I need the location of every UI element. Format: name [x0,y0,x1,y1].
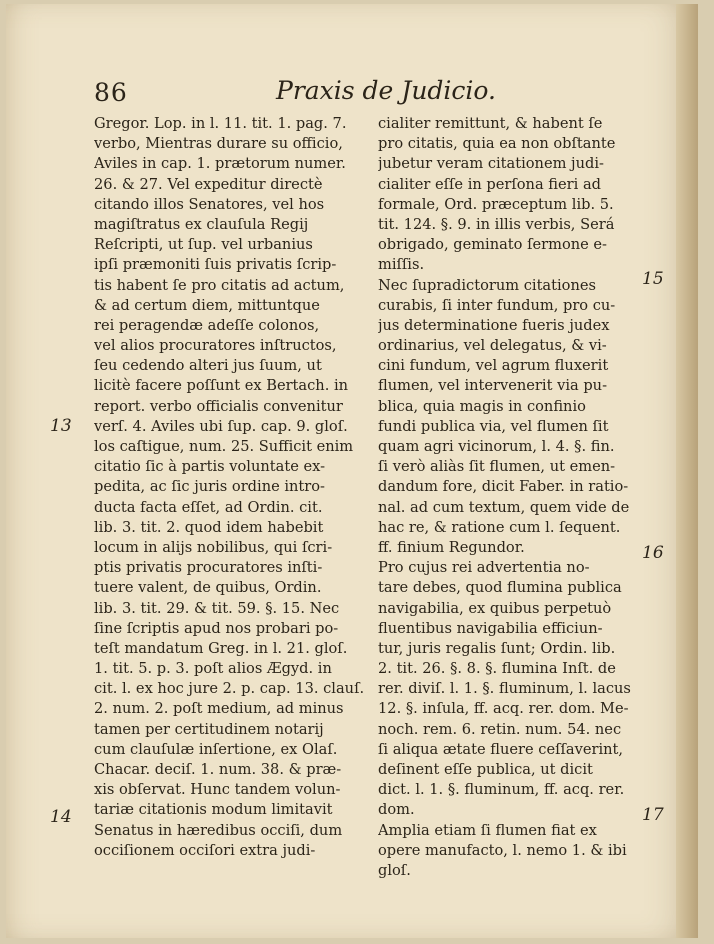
left-column-line: 1. tit. 5. p. 3. poſt alios Ægyd. in [94,660,332,678]
right-column-line: flumen, vel intervenerit via pu- [378,377,608,395]
right-column-line: dict. l. 1. §. fluminum, ff. acq. rer. [378,781,625,799]
left-column-line: cit. l. ex hoc jure 2. p. cap. 13. clauſ. [94,680,365,698]
left-column-line: verſ. 4. Aviles ubi ſup. cap. 9. gloſ. [94,417,348,435]
right-column-line: ſi aliqua ætate fluere ceſſaverint, [378,740,624,758]
book-page [6,4,698,938]
right-column [378,114,644,881]
margin-number-14: 14 [50,807,72,827]
right-column-line: ſi verò aliàs ſit flumen, ut emen- [378,458,616,476]
right-column-line: fluentibus navigabilia efficiun- [378,619,603,637]
right-column-line: navigabilia, ex quibus perpetuò [378,599,612,617]
left-column-line: ipſi præmoniti ſuis privatis ſcrip- [94,256,337,274]
left-column-line: ptis privatis procuratores inſti- [94,559,323,577]
right-column-line: formale, Ord. præceptum lib. 5. [378,195,614,213]
left-column-line: magiſtratus ex clauſula Regij [94,215,309,233]
right-column-line: 2. tit. 26. §. 8. §. flumina Inſt. de [378,660,616,678]
right-column-line: jus determinatione fueris judex [378,316,610,334]
right-column-line: tur, juris regalis ſunt; Ordin. lib. [378,639,616,657]
right-column-line: curabis, ſi inter fundum, pro cu- [378,296,616,314]
left-column-line: ſine ſcriptis apud nos probari po- [94,619,339,637]
right-column-line: jubetur veram citationem judi- [378,155,604,173]
left-column-line: citando illos Senatores, vel hos [94,195,325,213]
left-column-line: lib. 3. tit. 2. quod idem habebit [94,518,324,536]
right-column-line: dom. [378,801,415,819]
right-column-line: Nec ſupradictorum citationes [378,276,596,294]
margin-number-16: 16 [642,543,664,563]
left-column-line: ducta facta eſſet, ad Ordin. cit. [94,498,323,516]
page-gutter [676,4,698,938]
right-column-line: cini fundum, vel agrum fluxerit [378,357,609,375]
right-column-line: gloſ. [378,861,411,879]
left-column-line: ſeu cedendo alteri jus ſuum, ut [94,357,322,375]
right-column-line: pro citatis, quia ea non obſtante [378,135,616,153]
right-column-line: cialiter eſſe in perſona fieri ad [378,175,601,193]
right-column-line: miſſis. [378,256,425,274]
left-column-line: tuere valent, de quibus, Ordin. [94,579,322,597]
left-column-line: report. verbo officialis convenitur [94,397,343,415]
left-column-line: Reſcripti, ut ſup. vel urbanius [94,236,313,254]
right-column-line: tit. 124. §. 9. in illis verbis, Será [378,215,615,233]
left-column-line: vel alios procuratores inſtructos, [94,337,337,355]
left-column-line: lib. 3. tit. 29. & tit. 59. §. 15. Nec [94,599,340,617]
right-column-line: Amplia etiam ſi flumen fiat ex [378,821,597,839]
margin-number-13: 13 [50,416,72,436]
margin-number-15: 15 [642,269,664,289]
left-column-line: & ad certum diem, mittuntque [94,296,320,314]
running-title: Praxis de Judicio. [276,76,496,105]
left-column-line: Chacar. deciſ. 1. num. 38. & præ- [94,761,342,778]
left-column-line: teſt mandatum Greg. in l. 21. gloſ. [94,639,348,657]
left-column-line: xis obſervat. Hunc tandem volun- [94,781,341,799]
left-column-line: los caſtigue, num. 25. Sufficit enim [94,438,354,455]
left-column-line: citatio ſic à partis voluntate ex- [94,458,326,476]
left-column-line: Gregor. Lop. in l. 11. tit. 1. pag. 7. [94,115,347,132]
right-column-line: 12. §. inſula, ff. acq. rer. dom. Me- [378,700,629,718]
left-column-line: Senatus in hæredibus occiſi, dum [94,821,343,839]
right-column-line: nal. ad cum textum, quem vide de [378,498,630,516]
right-column-line: ordinarius, vel delegatus, & vi- [378,337,607,355]
left-column-line: cum clauſulæ inſertione, ex Olaſ. [94,740,338,758]
right-column-line: noch. rem. 6. retin. num. 54. nec [378,720,622,738]
margin-number-17: 17 [642,805,664,825]
left-column-line: tariæ citationis modum limitavit [94,801,333,819]
right-column-line: deſinent eſſe publica, ut dicit [378,761,593,778]
right-column-line: tare debes, quod flumina publica [378,579,622,597]
left-column-line: Aviles in cap. 1. prætorum numer. [94,155,346,173]
left-column-line: occiſionem occiſori extra judi- [94,841,316,859]
page-number: 86 [94,78,128,107]
right-column-line: obrigado, geminato ſermone e- [378,236,607,254]
right-column-line: blica, quia magis in confinio [378,397,586,415]
right-column-line: Pro cujus rei advertentia no- [378,559,590,577]
left-column-line: tis habent ſe pro citatis ad actum, [94,276,345,294]
right-column-line: fundi publica via, vel flumen ſit [378,417,609,435]
left-column-line: tamen per certitudinem notarij [94,720,324,738]
left-column-line: rei peragendæ adeſſe colonos, [94,316,320,334]
left-column-line: 2. num. 2. poſt medium, ad minus [94,700,344,718]
left-column-line: pedita, ac ſic juris ordine intro- [94,478,325,496]
left-column-line: verbo, Mientras durare su officio, [94,135,343,153]
right-column-line: quam agri vicinorum, l. 4. §. fin. [378,438,615,455]
left-column-line: licitè facere poſſunt ex Bertach. in [94,377,349,395]
right-column-line: dandum fore, dicit Faber. in ratio- [378,478,629,496]
left-column [94,114,366,861]
right-column-line: ff. finium Regundor. [378,538,525,556]
right-column-line: cialiter remittunt, & habent ſe [378,115,603,132]
left-column-line: locum in alijs nobilibus, qui ſcri- [94,538,333,556]
right-column-line: rer. diviſ. l. 1. §. fluminum, l. lacus [378,680,631,698]
left-column-line: 26. & 27. Vel expeditur directè [94,175,323,193]
right-column-line: opere manufacto, l. nemo 1. & ibi [378,841,627,859]
right-column-line: hac re, & ratione cum l. ſequent. [378,518,621,536]
